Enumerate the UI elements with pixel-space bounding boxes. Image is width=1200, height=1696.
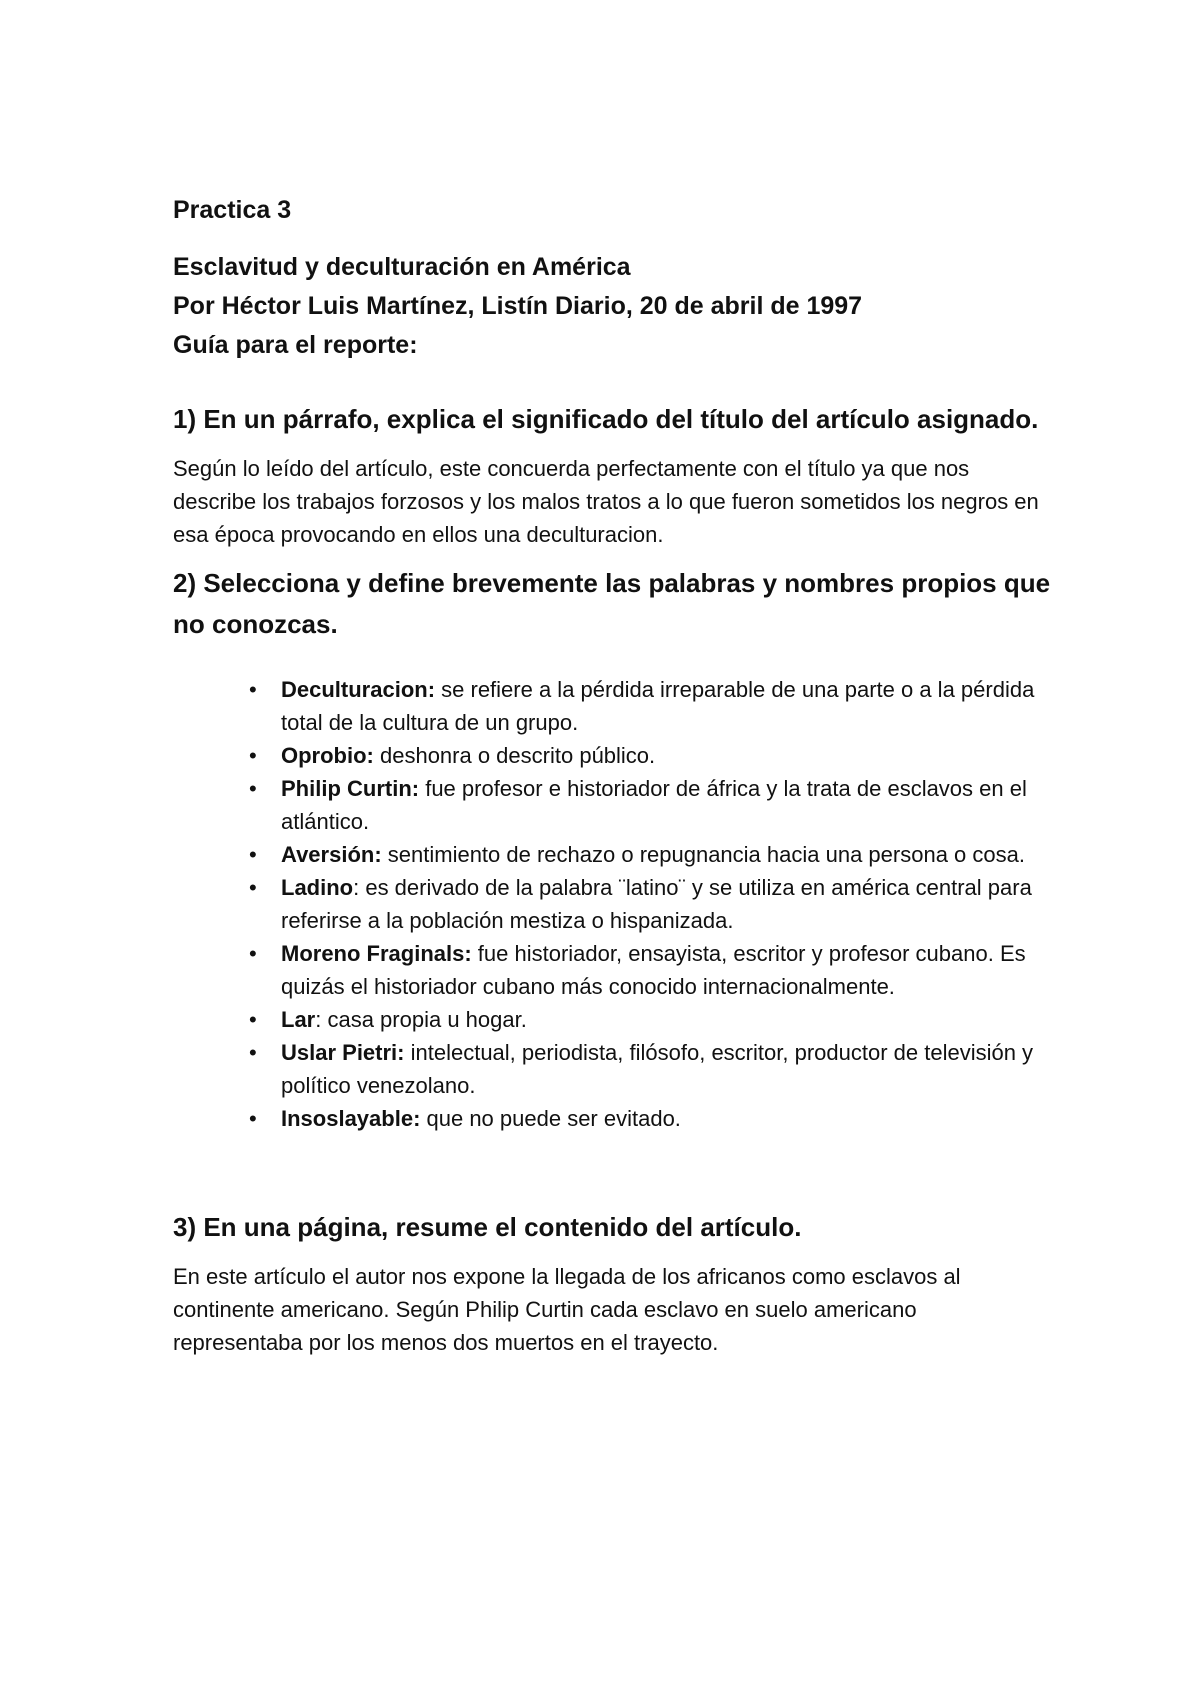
bullet-icon: • [249,776,257,801]
list-item [173,937,1041,1003]
term-label: Insoslayable: [281,1106,421,1131]
term-definition: fue historiador, ensayista, escritor y profesor cubano. Es quizás el historiador cubano más conocido internacionalmente. [281,941,1026,999]
question-2: 2) Selecciona y define brevemente las palabras y nombres propios que no conozcas. [173,568,1051,639]
term-label: Lar [281,1007,316,1032]
article-title: Esclavitud y deculturación en América [173,253,631,281]
bullet-icon: • [249,1007,257,1032]
question-1: 1) En un párrafo, explica el significado del título del artículo asignado. [173,404,1039,434]
list-item [173,1003,1041,1036]
section-spacer [173,1135,1053,1207]
list-item [173,871,1041,937]
term-label: Moreno Fraginals: [281,941,472,966]
list-item [173,1102,1041,1135]
list-item [173,772,1041,838]
answer-1: Según lo leído del artículo, este concuerda perfectamente con el título ya que nos describe los trabajos forzosos y los malos tratos a lo que fueron sometidos los negros en esa época provocando en ellos una deculturacion. [173,456,1039,547]
list-item [173,673,1041,739]
term-definition: : es derivado de la palabra ¨latino¨ y se utiliza en américa central para referirse a la población mestiza o hispanizada. [281,875,1032,933]
practice-title: Practica 3 [173,196,292,224]
document-body [173,192,1053,1371]
bullet-icon: • [249,1040,257,1065]
term-definition: deshonra o descrito público. [373,743,656,768]
bullet-icon: • [249,1106,257,1131]
question-3: 3) En una página, resume el contenido del artículo. [173,1212,802,1242]
term-definition: intelectual, periodista, filósofo, escritor, productor de televisión y político venezolano. [281,1040,1034,1098]
list-item [173,838,1041,871]
term-label: Uslar Pietri: [281,1040,405,1065]
term-label: Oprobio: [281,743,374,768]
term-definition: sentimiento de rechazo o repugnancia hacia una persona o cosa. [381,842,1025,867]
term-label: Aversión: [281,842,382,867]
article-header [173,248,1053,365]
bullet-icon: • [249,743,257,768]
term-definition: fue profesor e historiador de áfrica y la trata de esclavos en el atlántico. [281,776,1027,834]
list-item [173,1036,1041,1102]
bullet-icon: • [249,941,257,966]
bullet-icon: • [249,842,257,867]
term-label: Deculturacion: [281,677,436,702]
list-item [173,739,1041,772]
term-label: Ladino [281,875,354,900]
article-byline: Por Héctor Luis Martínez, Listín Diario, 20 de abril de 1997 [173,292,863,320]
term-label: Philip Curtin: [281,776,420,801]
term-definition: que no puede ser evitado. [420,1106,681,1131]
term-list [173,673,1053,1135]
term-definition: se refiere a la pérdida irreparable de una parte o a la pérdida total de la cultura de un grupo. [281,677,1035,735]
bullet-icon: • [249,875,257,900]
term-definition: : casa propia u hogar. [315,1007,527,1032]
answer-3: En este artículo el autor nos expone la llegada de los africanos como esclavos al continente americano. Según Philip Curtin cada esclavo en suelo americano representaba por los menos dos muertos en el trayecto. [173,1264,961,1355]
bullet-icon: • [249,677,257,702]
guide-label: Guía para el reporte: [173,331,418,359]
